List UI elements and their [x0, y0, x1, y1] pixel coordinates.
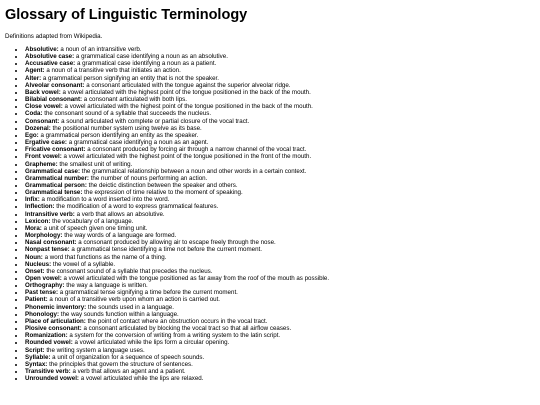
glossary-definition: a grammatical case identifying a noun as a patient.: [75, 60, 217, 68]
glossary-definition: the vowel of a syllable.: [51, 260, 116, 268]
glossary-entry: [25, 246, 540, 253]
glossary-entry: [25, 96, 540, 103]
glossary-definition: the consonant sound of a syllable that succeeds the nucleus.: [42, 110, 212, 118]
glossary-definition: a word that functions as the name of a thing.: [42, 253, 167, 261]
glossary-definition: a grammatical tense identifying a time not before the current moment.: [69, 246, 262, 254]
glossary-term: Syllable:: [25, 353, 51, 361]
glossary-definition: the consonant sound of a syllable that precedes the nucleus.: [44, 267, 213, 275]
glossary-definition: the vocabulary of a language.: [50, 217, 134, 225]
glossary-term: Unrounded vowel:: [25, 375, 79, 383]
glossary-entry: [25, 254, 540, 261]
glossary-definition: a sound articulated with complete or partial closure of the vocal tract.: [59, 117, 250, 125]
glossary-entry: [25, 89, 540, 96]
glossary-term: Inflection:: [25, 203, 55, 211]
glossary-definition: a vowel articulated while the lips are relaxed.: [78, 375, 204, 383]
glossary-entry: [25, 225, 540, 232]
intro-text: Definitions adapted from Wikipedia.: [5, 33, 103, 40]
glossary-term: Phonology:: [25, 310, 60, 318]
glossary-term: Intransitive verb:: [25, 210, 75, 218]
glossary-term: Nonpast tense:: [25, 246, 70, 254]
glossary-entry: [25, 261, 540, 268]
glossary-definition: the way words of a language are formed.: [62, 232, 177, 240]
glossary-definition: the way a language is written.: [64, 282, 148, 290]
glossary-term: Consonant:: [25, 117, 60, 125]
glossary-entry: [25, 239, 540, 246]
glossary-entry: [25, 218, 540, 225]
glossary-entry: [25, 203, 540, 210]
glossary-term: Absolutive:: [25, 46, 59, 53]
page-title: Glossary of Linguistic Terminology: [5, 7, 248, 23]
glossary-definition: a vowel articulated with the highest point of the tongue positioned in the back of the mouth.: [60, 88, 311, 96]
glossary-entry: [25, 132, 540, 139]
glossary-term: Transitive verb:: [25, 368, 71, 376]
glossary-entry: [25, 196, 540, 203]
glossary-entry: [25, 168, 540, 175]
glossary-definition: the positional number system using twelve as its base.: [50, 124, 202, 132]
glossary-entry: [25, 118, 540, 125]
glossary-entry: [25, 361, 540, 368]
glossary-term: Accusative case:: [25, 60, 76, 68]
glossary-definition: a grammatical person identifying an entity as the speaker.: [38, 131, 199, 139]
glossary-definition: a noun of an intransitive verb.: [58, 46, 142, 53]
glossary-definition: the sounds used in a language.: [86, 303, 174, 311]
glossary-entry: [25, 311, 540, 318]
glossary-term: Fricative consonant:: [25, 146, 86, 154]
glossary-term: Noun:: [25, 253, 43, 261]
glossary-entry: [25, 211, 540, 218]
glossary-entry: [25, 296, 540, 303]
glossary-term: Phonemic inventory:: [25, 303, 87, 311]
glossary-term: Grammatical person:: [25, 181, 87, 189]
glossary-term: Grammatical tense:: [25, 189, 83, 197]
glossary-term: Past tense:: [25, 289, 59, 297]
glossary-definition: a vowel articulated with the highest point of the tongue positioned in the back of the mouth.: [62, 103, 313, 111]
glossary-entry: [25, 139, 540, 146]
glossary-term: Grammatical number:: [25, 174, 89, 182]
glossary-definition: the grammatical relationship between a noun and other words in a certain context.: [80, 167, 307, 175]
glossary-term: Close vowel:: [25, 103, 63, 111]
glossary-entry: [25, 275, 540, 282]
glossary-entry: [25, 339, 540, 346]
glossary-definition: the way sounds function within a language.: [59, 310, 179, 318]
glossary-term: Grammatical case:: [25, 167, 81, 175]
glossary-entry: [25, 332, 540, 339]
glossary-definition: a vowel articulated with the tongue positioned as far away from the roof of the mouth as possible.: [61, 275, 330, 282]
glossary-term: Script:: [25, 346, 45, 354]
glossary-term: Open vowel:: [25, 275, 62, 282]
glossary-entry: [25, 375, 540, 382]
glossary-term: Patient:: [25, 296, 48, 304]
glossary-entry: [25, 110, 540, 117]
glossary-term: Nucleus:: [25, 260, 52, 268]
glossary-term: Mora:: [25, 224, 42, 232]
glossary-entry: [25, 268, 540, 275]
glossary-term: Morphology:: [25, 232, 63, 240]
glossary-entry: [25, 304, 540, 311]
glossary-definition: the number of nouns performing an action.: [88, 174, 208, 182]
glossary-definition: the deictic distinction between the speaker and others.: [86, 181, 238, 189]
glossary-definition: a consonant produced by forcing air through a narrow channel of the vocal tract.: [85, 146, 307, 154]
glossary-term: Grapheme:: [25, 160, 58, 168]
glossary-term: Nasal consonant:: [25, 239, 77, 247]
glossary-term: Lexicon:: [25, 217, 51, 225]
glossary-term: Agent:: [25, 67, 45, 75]
glossary-entry: [25, 282, 540, 289]
glossary-definition: the point of contact where an obstruction occurs in the vocal tract.: [85, 317, 268, 325]
glossary-entry: [25, 175, 540, 182]
glossary-entry: [25, 60, 540, 67]
glossary-entry: [25, 146, 540, 153]
glossary-term: Orthography:: [25, 282, 65, 290]
glossary-term: Ego:: [25, 131, 39, 139]
glossary-definition: a vowel articulated while the lips form a circular opening.: [72, 339, 230, 347]
glossary-entry: [25, 103, 540, 110]
glossary-term: Front vowel:: [25, 153, 62, 161]
glossary-definition: a verb that allows an agent and a patient.: [70, 368, 186, 376]
glossary-definition: a consonant articulated with the tongue against the superior alveolar ridge.: [84, 81, 291, 89]
glossary-definition: the expression of time relative to the moment of speaking.: [82, 189, 243, 197]
glossary-entry: [25, 82, 540, 89]
glossary-term: Rounded vowel:: [25, 339, 73, 347]
glossary-term: Alveolar consonant:: [25, 81, 85, 89]
glossary-term: Onset:: [25, 267, 45, 275]
glossary-entry: [25, 289, 540, 296]
glossary-definition: a grammatical case identifying a noun as an absolutive.: [74, 53, 228, 61]
glossary-term: Syntax:: [25, 360, 48, 368]
glossary-term: Back vowel:: [25, 88, 61, 96]
glossary-definition: the modification of a word to express grammatical features.: [54, 203, 219, 211]
glossary-term: Plosive consonant:: [25, 325, 82, 333]
glossary-term: Dozenal:: [25, 124, 51, 132]
glossary-definition: a noun of a transitive verb upon whom an action is carried out.: [47, 296, 221, 304]
glossary-term: Infix:: [25, 196, 40, 204]
glossary-entry: [25, 53, 540, 60]
glossary-definition: a consonant articulated by blocking the vocal tract so that all airflow ceases.: [81, 325, 292, 333]
glossary-definition: a consonant articulated with both lips.: [82, 96, 187, 104]
glossary-entry: [25, 153, 540, 160]
glossary-definition: a unit of speech given one timing unit.: [41, 224, 148, 232]
glossary-definition: a verb that allows an absolutive.: [74, 210, 165, 218]
glossary-term: Ergative case:: [25, 139, 67, 147]
glossary-term: Absolutive case:: [25, 53, 75, 61]
glossary-term: Alter:: [25, 74, 42, 82]
glossary-definition: a grammatical case identifying a noun as an agent.: [66, 139, 209, 147]
glossary-entry: [25, 318, 540, 325]
glossary-definition: a consonant produced by allowing air to escape freely through the nose.: [76, 239, 276, 247]
glossary-term: Romanization:: [25, 332, 68, 340]
glossary-term: Coda:: [25, 110, 43, 118]
glossary-definition: a modification to a word inserted into the word.: [39, 196, 170, 204]
glossary-definition: a noun of a transitive verb that initiates an action.: [44, 67, 181, 75]
glossary-entry: [25, 354, 540, 361]
glossary-definition: a system for the conversion of writing from a writing system to the latin script.: [67, 332, 281, 340]
glossary-entry: [25, 325, 540, 332]
glossary-definition: the smallest unit of writing.: [57, 160, 133, 168]
glossary-entry: [25, 232, 540, 239]
glossary-entry: [25, 46, 540, 53]
glossary-term: Bilabial consonant:: [25, 96, 83, 104]
glossary-entry: [25, 75, 540, 82]
glossary-entry: [25, 368, 540, 375]
glossary-definition: a unit of organization for a sequence of speech sounds.: [50, 353, 205, 361]
glossary-entry: [25, 125, 540, 132]
glossary-list: [5, 46, 540, 382]
glossary-term: Place of articulation:: [25, 317, 86, 325]
glossary-entry: [25, 347, 540, 354]
glossary-definition: a vowel articulated with the highest point of the tongue positioned in the front of the mouth.: [61, 153, 312, 161]
glossary-definition: the writing system a language uses.: [44, 346, 145, 354]
glossary-definition: the principles that govern the structure of sentences.: [47, 360, 193, 368]
glossary-entry: [25, 182, 540, 189]
glossary-entry: [25, 189, 540, 196]
glossary-definition: a grammatical person signifying an entity that is not the speaker.: [41, 74, 219, 82]
glossary-definition: a grammatical tense signifying a time before the current moment.: [58, 289, 238, 297]
glossary-entry: [25, 161, 540, 168]
glossary-entry: [25, 67, 540, 74]
